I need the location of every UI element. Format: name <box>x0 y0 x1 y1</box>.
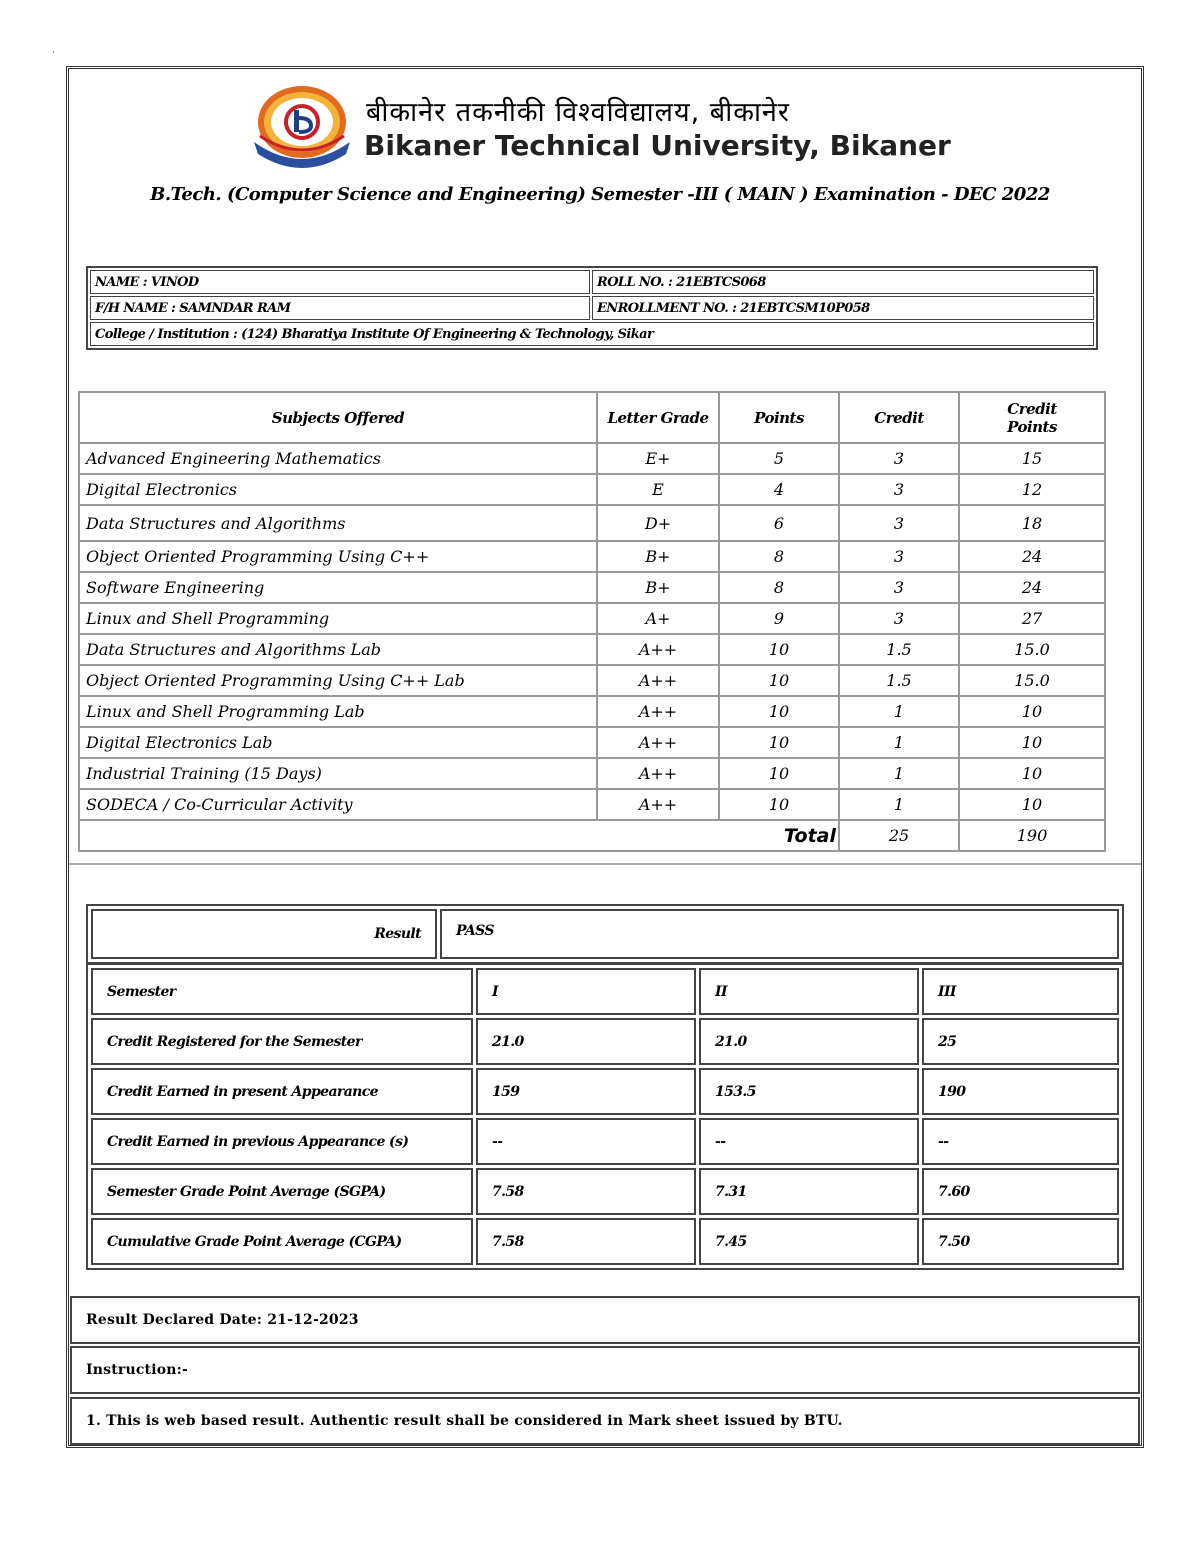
col-points: Points <box>719 392 839 443</box>
roll-number: ROLL NO. : 21EBTCS068 <box>592 270 1094 294</box>
table-row <box>79 696 1105 727</box>
credit-points-cell: 10 <box>959 696 1105 727</box>
table-row <box>79 541 1105 572</box>
points-cell: 8 <box>719 541 839 572</box>
grade-cell: A+ <box>597 603 719 634</box>
page-dot-mark: · <box>52 48 55 57</box>
subject-cell: Digital Electronics <box>79 474 597 505</box>
instruction-text: 1. This is web based result. Authentic result shall be considered in Mark sheet issued by BTU. <box>70 1397 1140 1445</box>
result-value: PASS <box>440 909 1119 959</box>
credit-cell: 1.5 <box>839 634 959 665</box>
result-summary <box>86 904 1124 964</box>
grade-cell: B+ <box>597 541 719 572</box>
grade-cell: B+ <box>597 572 719 603</box>
grade-cell: D+ <box>597 505 719 541</box>
points-cell: 4 <box>719 474 839 505</box>
table-row <box>79 474 1105 505</box>
total-credit: 25 <box>839 820 959 851</box>
semester-label: Semester <box>91 968 473 1015</box>
student-info-table <box>86 266 1098 350</box>
semester-ii-header: II <box>699 968 919 1015</box>
table-row <box>79 443 1105 474</box>
credit-cell: 3 <box>839 443 959 474</box>
metric-value: 190 <box>922 1068 1119 1115</box>
subject-cell: Digital Electronics Lab <box>79 727 597 758</box>
grade-cell: A++ <box>597 665 719 696</box>
points-cell: 10 <box>719 696 839 727</box>
credit-points-cell: 15.0 <box>959 665 1105 696</box>
metric-value: 7.45 <box>699 1218 919 1265</box>
col-letter-grade: Letter Grade <box>597 392 719 443</box>
metric-value: 159 <box>476 1068 696 1115</box>
result-label: Result <box>91 909 437 959</box>
grade-cell: E+ <box>597 443 719 474</box>
metric-value: 7.58 <box>476 1218 696 1265</box>
semester-i-header: I <box>476 968 696 1015</box>
subject-cell: Data Structures and Algorithms Lab <box>79 634 597 665</box>
credit-cell: 3 <box>839 474 959 505</box>
grade-cell: A++ <box>597 696 719 727</box>
subject-cell: SODECA / Co-Curricular Activity <box>79 789 597 820</box>
metric-value: 153.5 <box>699 1068 919 1115</box>
subject-cell: Linux and Shell Programming Lab <box>79 696 597 727</box>
credit-points-cell: 15.0 <box>959 634 1105 665</box>
credit-cell: 1 <box>839 727 959 758</box>
subject-cell: Advanced Engineering Mathematics <box>79 443 597 474</box>
col-credit-points: Credit Points <box>959 392 1105 443</box>
table-row <box>79 505 1105 541</box>
metric-value: 7.50 <box>922 1218 1119 1265</box>
grade-cell: A++ <box>597 758 719 789</box>
result-declared-date: Result Declared Date: 21-12-2023 <box>70 1296 1140 1344</box>
subject-cell: Linux and Shell Programming <box>79 603 597 634</box>
metric-value: 21.0 <box>476 1018 696 1065</box>
credit-points-cell: 10 <box>959 727 1105 758</box>
metric-value: 21.0 <box>699 1018 919 1065</box>
table-row <box>91 1018 1119 1065</box>
points-cell: 10 <box>719 665 839 696</box>
points-cell: 10 <box>719 758 839 789</box>
university-title-hindi: बीकानेर तकनीकी विश्वविद्यालय, बीकानेर <box>366 97 790 128</box>
total-label: Total <box>79 820 839 851</box>
points-cell: 10 <box>719 727 839 758</box>
credit-points-cell: 24 <box>959 572 1105 603</box>
table-row <box>79 665 1105 696</box>
subject-cell: Industrial Training (15 Days) <box>79 758 597 789</box>
metric-label: Credit Earned in present Appearance <box>91 1068 473 1115</box>
student-name: NAME : VINOD <box>90 270 590 294</box>
subject-cell: Software Engineering <box>79 572 597 603</box>
credit-cell: 3 <box>839 603 959 634</box>
grade-cell: A++ <box>597 727 719 758</box>
semester-grade-table <box>86 963 1124 1270</box>
metric-value: -- <box>699 1118 919 1165</box>
table-row <box>91 1218 1119 1265</box>
credit-points-cell: 27 <box>959 603 1105 634</box>
university-logo-icon <box>250 84 354 170</box>
col-subjects: Subjects Offered <box>79 392 597 443</box>
table-row <box>79 603 1105 634</box>
metric-value: 25 <box>922 1018 1119 1065</box>
credit-points-cell: 15 <box>959 443 1105 474</box>
college-name: College / Institution : (124) Bharatiya Institute Of Engineering & Technology, Sikar <box>90 322 1094 346</box>
table-row <box>79 572 1105 603</box>
points-cell: 10 <box>719 634 839 665</box>
credit-cell: 1 <box>839 789 959 820</box>
table-row <box>79 758 1105 789</box>
credit-cell: 3 <box>839 541 959 572</box>
total-credit-points: 190 <box>959 820 1105 851</box>
metric-label: Semester Grade Point Average (SGPA) <box>91 1168 473 1215</box>
table-row <box>91 1118 1119 1165</box>
credit-points-cell: 12 <box>959 474 1105 505</box>
metric-value: -- <box>476 1118 696 1165</box>
semester-iii-header: III <box>922 968 1119 1015</box>
grade-cell: A++ <box>597 789 719 820</box>
table-row <box>91 1068 1119 1115</box>
metric-value: -- <box>922 1118 1119 1165</box>
metric-label: Credit Earned in previous Appearance (s) <box>91 1118 473 1165</box>
subject-cell: Object Oriented Programming Using C++ <box>79 541 597 572</box>
section-divider <box>69 863 1141 865</box>
table-row <box>79 634 1105 665</box>
points-cell: 8 <box>719 572 839 603</box>
col-credit: Credit <box>839 392 959 443</box>
points-cell: 6 <box>719 505 839 541</box>
credit-cell: 1 <box>839 696 959 727</box>
subject-cell: Data Structures and Algorithms <box>79 505 597 541</box>
credit-cell: 1 <box>839 758 959 789</box>
instruction-label: Instruction:- <box>70 1346 1140 1394</box>
credit-points-cell: 18 <box>959 505 1105 541</box>
metric-value: 7.58 <box>476 1168 696 1215</box>
grade-cell: E <box>597 474 719 505</box>
credit-points-cell: 10 <box>959 789 1105 820</box>
grade-cell: A++ <box>597 634 719 665</box>
credit-points-cell: 24 <box>959 541 1105 572</box>
points-cell: 10 <box>719 789 839 820</box>
metric-value: 7.60 <box>922 1168 1119 1215</box>
marks-table <box>78 391 1106 852</box>
credit-cell: 3 <box>839 505 959 541</box>
metric-label: Credit Registered for the Semester <box>91 1018 473 1065</box>
metric-value: 7.31 <box>699 1168 919 1215</box>
credit-cell: 1.5 <box>839 665 959 696</box>
university-title-english: Bikaner Technical University, Bikaner <box>364 129 951 162</box>
table-row <box>79 727 1105 758</box>
metric-label: Cumulative Grade Point Average (CGPA) <box>91 1218 473 1265</box>
credit-cell: 3 <box>839 572 959 603</box>
exam-title: B.Tech. (Computer Science and Engineering) Semester -III ( MAIN ) Examination - DEC 2022 <box>150 184 1050 205</box>
father-name: F/H NAME : SAMNDAR RAM <box>90 296 590 320</box>
points-cell: 9 <box>719 603 839 634</box>
table-row <box>79 789 1105 820</box>
enrollment-number: ENROLLMENT NO. : 21EBTCSM10P058 <box>592 296 1094 320</box>
credit-points-cell: 10 <box>959 758 1105 789</box>
points-cell: 5 <box>719 443 839 474</box>
table-row <box>91 1168 1119 1215</box>
subject-cell: Object Oriented Programming Using C++ Lab <box>79 665 597 696</box>
